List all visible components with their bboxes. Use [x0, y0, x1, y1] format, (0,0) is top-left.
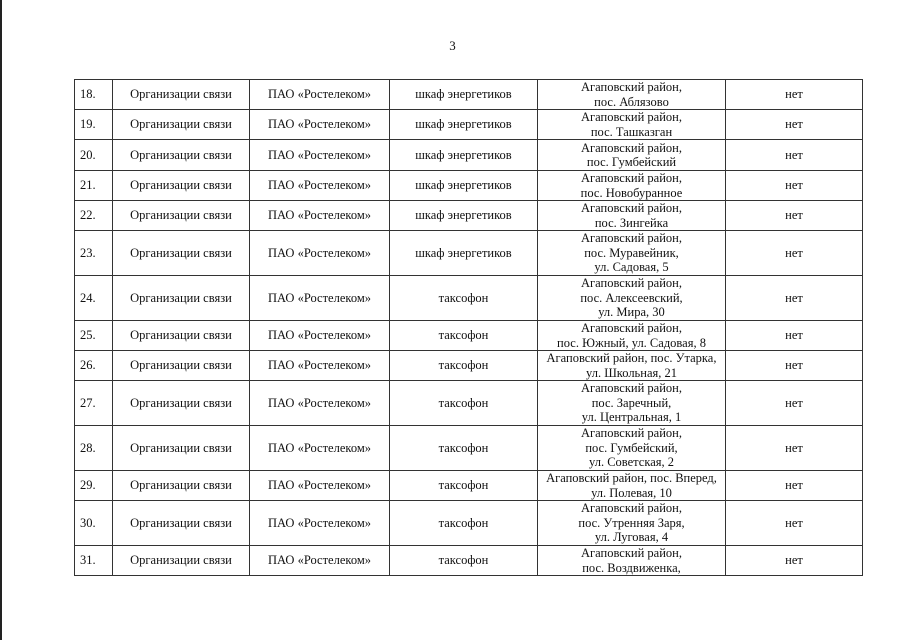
row-category: Организации связи — [113, 471, 250, 501]
row-address — [538, 110, 726, 140]
row-address — [538, 140, 726, 171]
row-number: 31. — [75, 546, 113, 576]
row-status: нет — [726, 471, 863, 501]
row-status: нет — [726, 351, 863, 381]
address-line: Агаповский район, — [581, 426, 682, 441]
table-row — [75, 140, 863, 171]
address-line: Агаповский район, пос. Вперед, — [546, 471, 717, 485]
row-category: Организации связи — [113, 80, 250, 110]
row-category: Организации связи — [113, 546, 250, 576]
row-status: нет — [726, 276, 863, 321]
row-object-type: шкаф энергетиков — [390, 80, 538, 110]
row-object-type: шкаф энергетиков — [390, 231, 538, 276]
address-line: ул. Луговая, 4 — [594, 530, 669, 545]
address-line: пос. Заречный, — [591, 395, 672, 410]
address-line: Агаповский район, — [581, 381, 682, 396]
address-line: Агаповский район, — [581, 171, 682, 185]
row-object-type: шкаф энергетиков — [390, 171, 538, 201]
address-line: Агаповский район, — [581, 231, 682, 246]
row-number: 28. — [75, 426, 113, 471]
address-line: пос. Южный, ул. Садовая, 8 — [557, 335, 706, 350]
row-address — [538, 351, 726, 381]
row-category: Организации связи — [113, 201, 250, 231]
row-number: 24. — [75, 276, 113, 321]
row-organization: ПАО «Ростелеком» — [250, 546, 390, 576]
row-object-type: таксофон — [390, 426, 538, 471]
row-status: нет — [726, 321, 863, 351]
row-address — [538, 546, 726, 576]
row-address — [538, 171, 726, 201]
row-number: 26. — [75, 351, 113, 381]
address-line: Агаповский район, — [581, 201, 682, 215]
table-row — [75, 381, 863, 426]
row-organization: ПАО «Ростелеком» — [250, 426, 390, 471]
row-organization: ПАО «Ростелеком» — [250, 80, 390, 110]
row-address — [538, 501, 726, 546]
row-object-type: таксофон — [390, 501, 538, 546]
row-object-type: шкаф энергетиков — [390, 110, 538, 140]
row-category: Организации связи — [113, 276, 250, 321]
address-line: пос. Новобуранное — [580, 185, 683, 200]
row-status: нет — [726, 231, 863, 276]
row-address — [538, 321, 726, 351]
row-number: 25. — [75, 321, 113, 351]
row-number: 21. — [75, 171, 113, 201]
row-object-type: таксофон — [390, 321, 538, 351]
address-line: пос. Аблязово — [594, 94, 669, 109]
row-status: нет — [726, 171, 863, 201]
row-status: нет — [726, 140, 863, 171]
row-address — [538, 426, 726, 471]
address-line: ул. Школьная, 21 — [586, 365, 677, 380]
row-category: Организации связи — [113, 171, 250, 201]
row-object-type: таксофон — [390, 381, 538, 426]
row-address — [538, 471, 726, 501]
row-object-type: таксофон — [390, 351, 538, 381]
row-number: 22. — [75, 201, 113, 231]
address-line: пос. Зингейка — [594, 215, 669, 230]
row-organization: ПАО «Ростелеком» — [250, 110, 390, 140]
row-category: Организации связи — [113, 140, 250, 171]
address-line: Агаповский район, — [581, 321, 682, 335]
table-row — [75, 546, 863, 576]
table-row — [75, 110, 863, 140]
row-organization: ПАО «Ростелеком» — [250, 351, 390, 381]
row-organization: ПАО «Ростелеком» — [250, 381, 390, 426]
table-body — [75, 80, 863, 576]
row-status: нет — [726, 381, 863, 426]
address-line: ул. Полевая, 10 — [591, 485, 672, 500]
row-address — [538, 381, 726, 426]
table-row — [75, 231, 863, 276]
left-edge-line — [0, 0, 2, 640]
address-line: Агаповский район, — [581, 80, 682, 94]
page-number: 3 — [449, 38, 456, 53]
table-row — [75, 351, 863, 381]
row-organization: ПАО «Ростелеком» — [250, 201, 390, 231]
row-status: нет — [726, 80, 863, 110]
address-line: пос. Ташказган — [590, 124, 673, 139]
row-organization: ПАО «Ростелеком» — [250, 321, 390, 351]
row-category: Организации связи — [113, 381, 250, 426]
address-line: Агаповский район, — [581, 546, 682, 560]
table-row — [75, 471, 863, 501]
row-number: 19. — [75, 110, 113, 140]
table-row — [75, 276, 863, 321]
row-address — [538, 231, 726, 276]
row-category: Организации связи — [113, 501, 250, 546]
row-status: нет — [726, 110, 863, 140]
row-organization: ПАО «Ростелеком» — [250, 231, 390, 276]
table-row — [75, 171, 863, 201]
row-object-type: таксофон — [390, 276, 538, 321]
row-number: 20. — [75, 140, 113, 171]
row-object-type: шкаф энергетиков — [390, 201, 538, 231]
address-line: пос. Утренняя Заря, — [578, 515, 685, 530]
row-number: 30. — [75, 501, 113, 546]
row-category: Организации связи — [113, 426, 250, 471]
row-organization: ПАО «Ростелеком» — [250, 471, 390, 501]
row-number: 18. — [75, 80, 113, 110]
address-line: ул. Садовая, 5 — [594, 260, 669, 275]
row-status: нет — [726, 426, 863, 471]
row-organization: ПАО «Ростелеком» — [250, 276, 390, 321]
row-object-type: таксофон — [390, 546, 538, 576]
address-line: Агаповский район, — [581, 501, 682, 516]
address-line: пос. Муравейник, — [584, 245, 679, 260]
row-address — [538, 276, 726, 321]
row-object-type: таксофон — [390, 471, 538, 501]
row-status: нет — [726, 201, 863, 231]
row-category: Организации связи — [113, 321, 250, 351]
table-row — [75, 201, 863, 231]
table-row — [75, 426, 863, 471]
address-line: Агаповский район, — [581, 110, 682, 124]
objects-table — [74, 79, 863, 576]
row-organization: ПАО «Ростелеком» — [250, 501, 390, 546]
row-organization: ПАО «Ростелеком» — [250, 171, 390, 201]
row-number: 29. — [75, 471, 113, 501]
row-number: 23. — [75, 231, 113, 276]
row-category: Организации связи — [113, 351, 250, 381]
address-line: Агаповский район, — [581, 276, 682, 291]
address-line: пос. Алексеевский, — [580, 290, 683, 305]
address-line: пос. Гумбейский — [586, 155, 677, 169]
table-row — [75, 501, 863, 546]
table-row — [75, 80, 863, 110]
row-category: Организации связи — [113, 110, 250, 140]
address-line: Агаповский район, — [581, 140, 682, 155]
address-line: пос. Воздвиженка, — [582, 560, 681, 575]
row-address — [538, 201, 726, 231]
row-category: Организации связи — [113, 231, 250, 276]
address-line: ул. Мира, 30 — [598, 305, 665, 320]
table-row — [75, 321, 863, 351]
row-number: 27. — [75, 381, 113, 426]
row-address — [538, 80, 726, 110]
address-line: ул. Центральная, 1 — [581, 410, 682, 425]
address-line: ул. Советская, 2 — [589, 455, 674, 470]
row-status: нет — [726, 546, 863, 576]
address-line: Агаповский район, пос. Утарка, — [546, 351, 717, 365]
row-organization: ПАО «Ростелеком» — [250, 140, 390, 171]
row-object-type: шкаф энергетиков — [390, 140, 538, 171]
row-status: нет — [726, 501, 863, 546]
address-line: пос. Гумбейский, — [585, 440, 678, 455]
